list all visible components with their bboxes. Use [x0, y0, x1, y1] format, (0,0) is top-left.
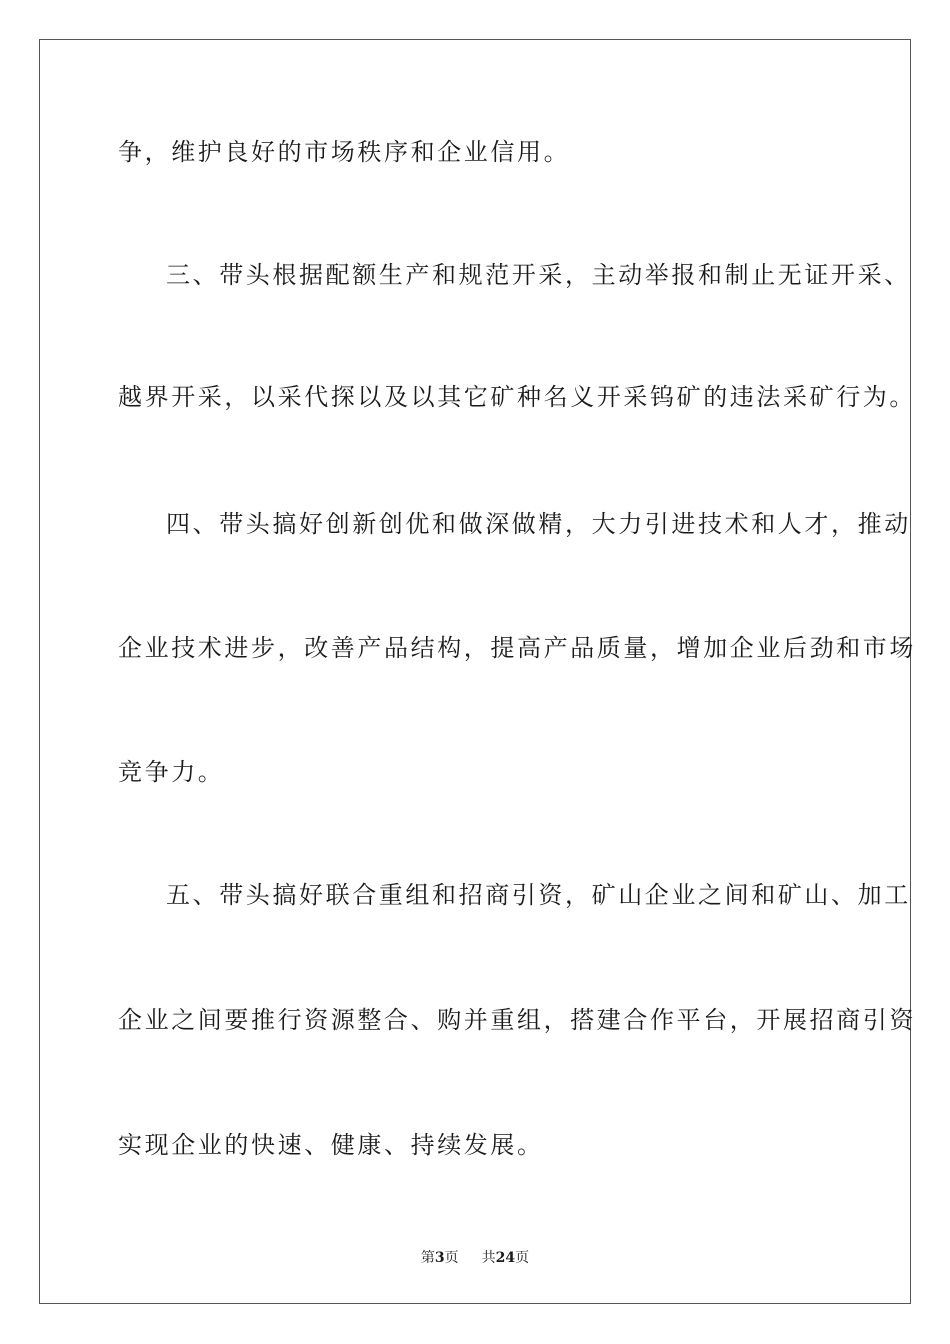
paragraph-line-1: 争，维护良好的市场秩序和企业信用。 — [118, 138, 571, 166]
paragraph-line-4: 四、带头搞好创新创优和做深做精，大力引进技术和人才，推动 — [166, 510, 911, 538]
paragraph-line-2: 三、带头根据配额生产和规范开采，主动举报和制止无证开采、 — [166, 261, 911, 289]
paragraph-line-5: 企业技术进步，改善产品结构，提高产品质量，增加企业后劲和市场 — [118, 634, 916, 662]
paragraph-line-8: 企业之间要推行资源整合、购并重组，搭建合作平台，开展招商引资 — [118, 1006, 916, 1034]
total-suffix: 页 — [515, 1250, 530, 1266]
paragraph-line-9: 实现企业的快速、健康、持续发展。 — [118, 1131, 544, 1159]
paragraph-line-3: 越界开采，以采代探以及以其它矿种名义开采钨矿的违法采矿行为。 — [118, 383, 916, 411]
page-prefix: 第 — [420, 1250, 435, 1266]
paragraph-line-6: 竞争力。 — [118, 758, 225, 786]
page-footer — [0, 1247, 950, 1267]
total-prefix: 共 — [481, 1250, 496, 1266]
total-pages: 24 — [495, 1250, 516, 1266]
paragraph-line-7: 五、带头搞好联合重组和招商引资，矿山企业之间和矿山、加工 — [166, 881, 911, 909]
page-number: 3 — [434, 1250, 445, 1266]
page-suffix: 页 — [444, 1250, 459, 1266]
page-border — [39, 39, 916, 1304]
